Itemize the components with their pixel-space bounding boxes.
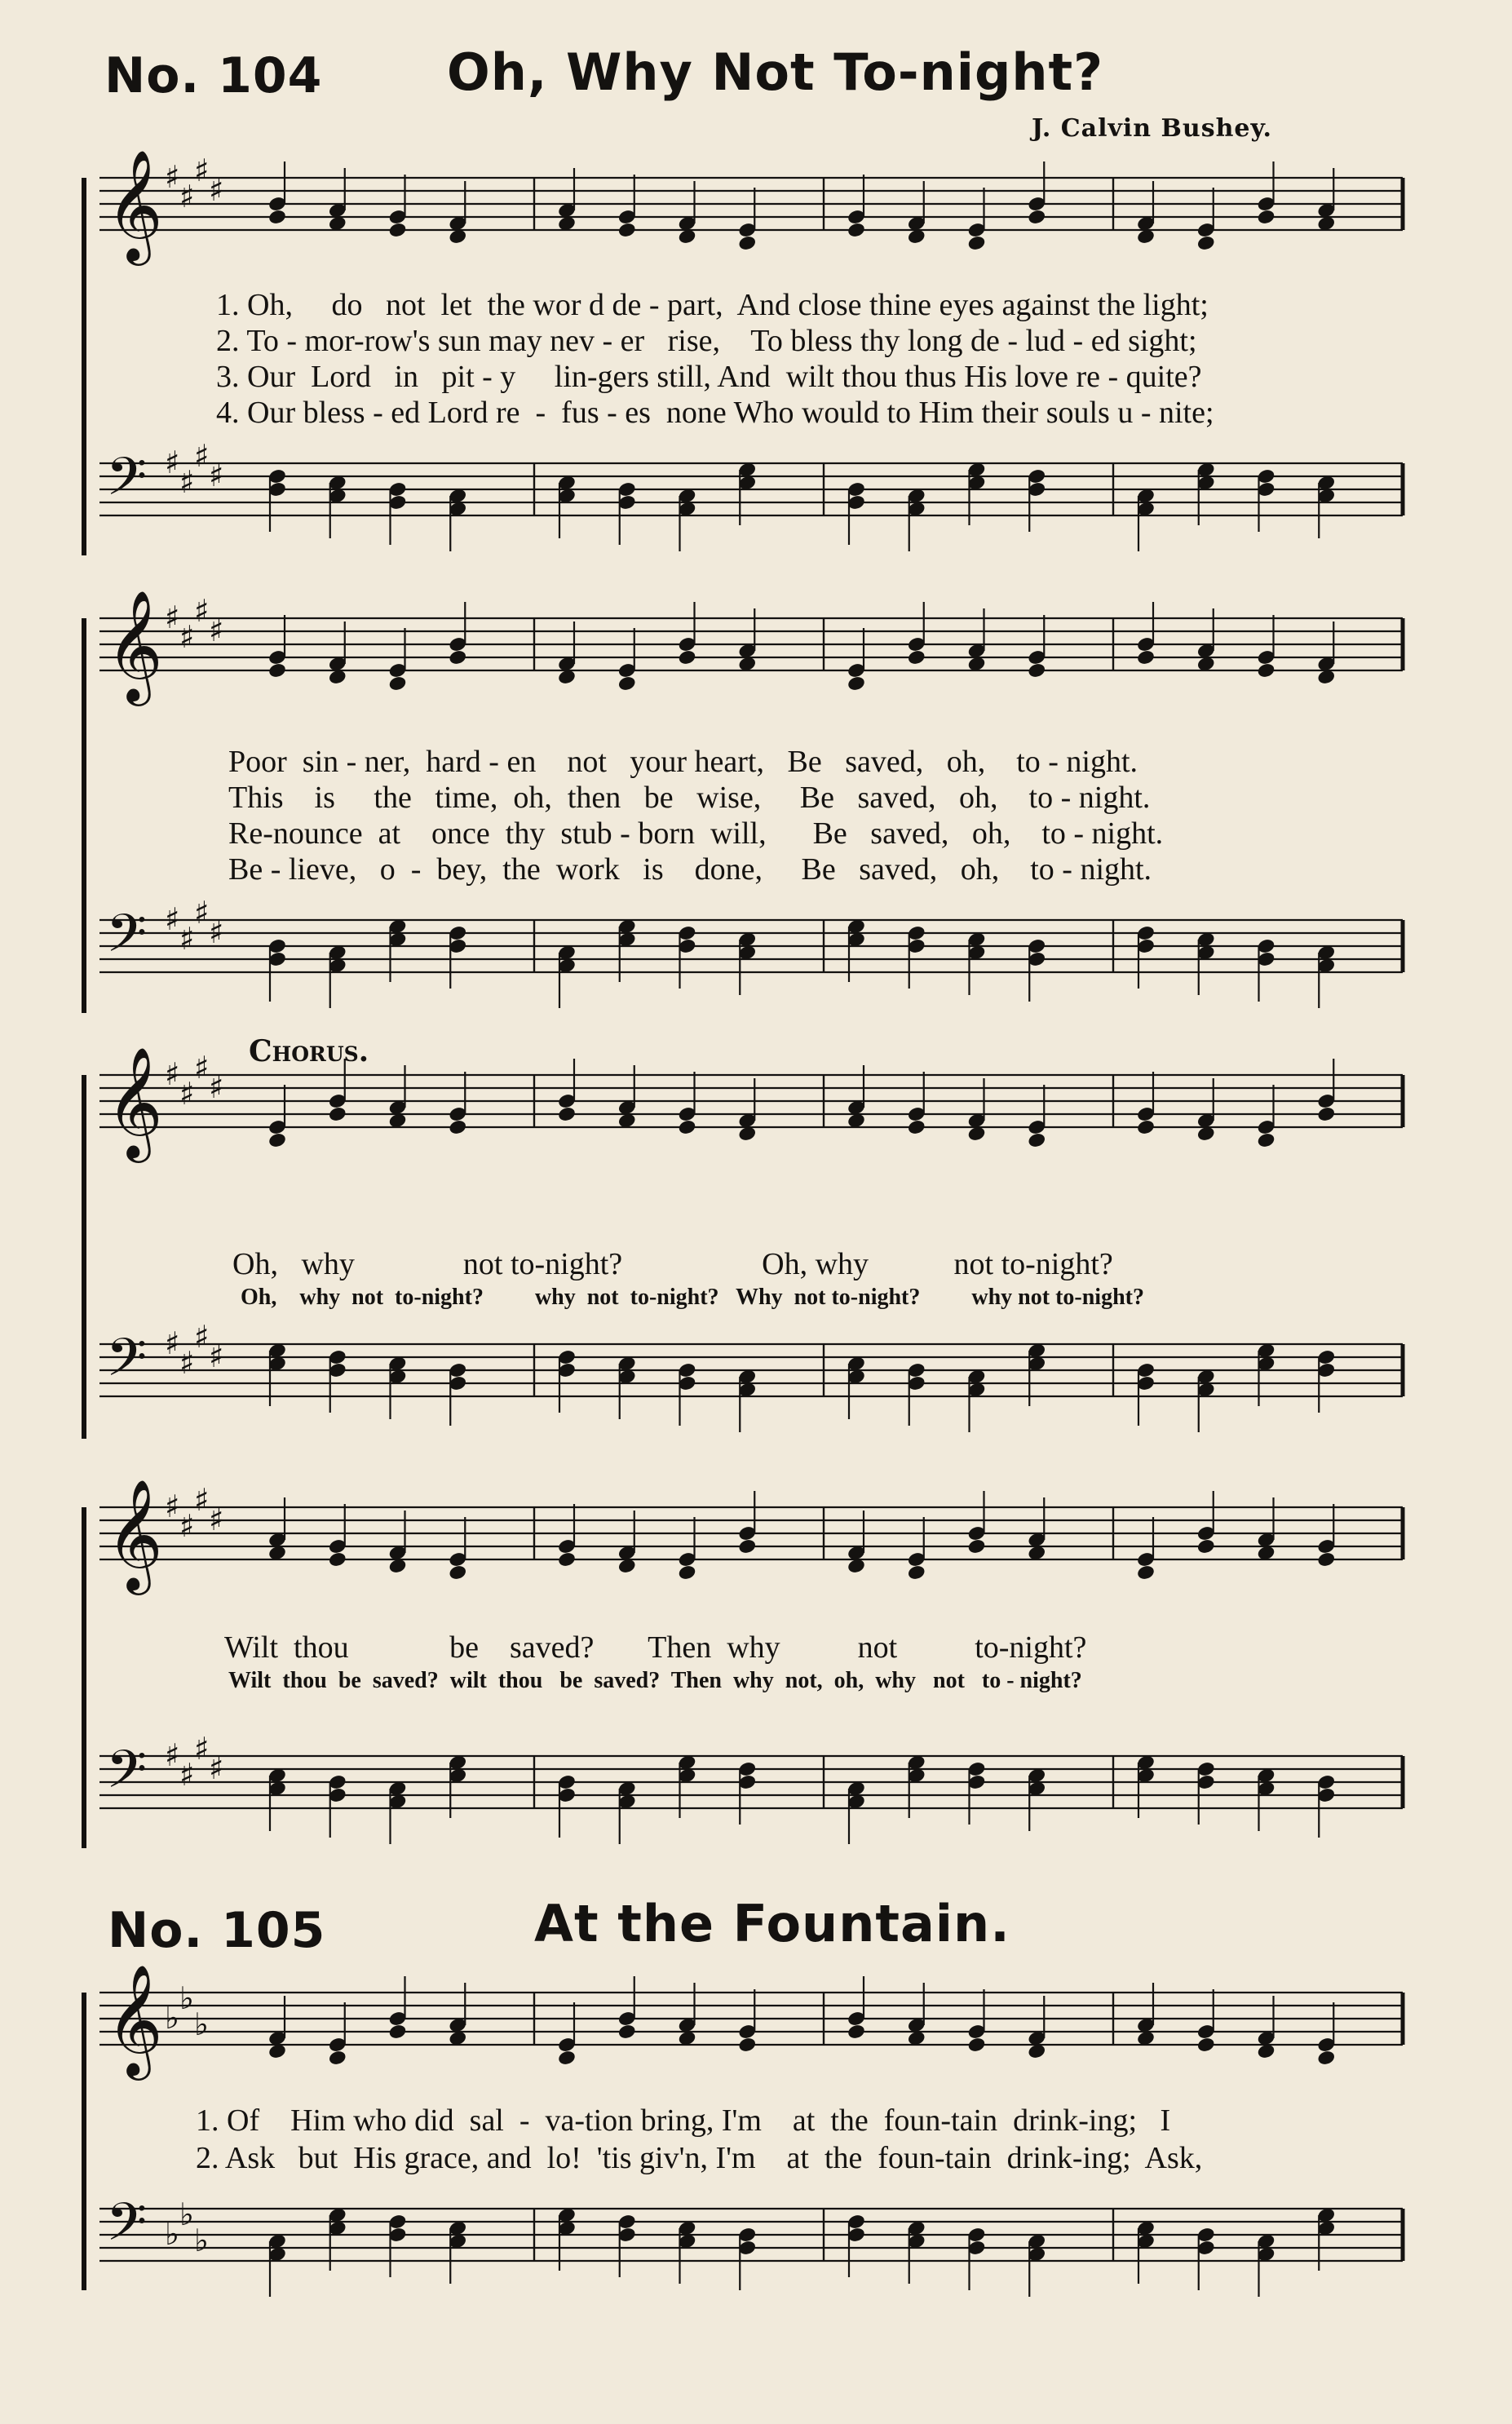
treble-clef-icon: 𝄞 — [106, 1477, 163, 1590]
notehead — [907, 1564, 926, 1581]
bass-clef-icon: 𝄢 — [106, 1740, 148, 1814]
sharp-icon: ♯ — [179, 1345, 195, 1381]
notehead — [328, 1106, 347, 1123]
sharp-icon: ♯ — [165, 1056, 180, 1092]
notehead — [328, 1551, 347, 1568]
sharp-icon: ♯ — [179, 179, 195, 215]
chorus-lyric-1-alto: Oh, why not to-night? why not to-night? Why not to-night? why not to-night? — [241, 1285, 1144, 1310]
notehead — [267, 209, 287, 226]
sharp-icon: ♯ — [165, 159, 180, 195]
notehead — [448, 649, 467, 666]
sharp-icon: ♯ — [209, 172, 224, 208]
notehead — [737, 235, 757, 252]
hymn-104-number: No. 104 — [104, 47, 323, 104]
treble-clef-icon: 𝄞 — [106, 148, 163, 261]
sharp-icon: ♯ — [165, 1488, 180, 1524]
notehead — [328, 2050, 347, 2067]
verse-line-2: 2. To - mor-row's sun may nev - er rise, To bless thy long de - lud - ed sight; — [216, 324, 1197, 358]
sharp-icon: ♯ — [165, 901, 180, 937]
notehead — [678, 1119, 697, 1136]
notehead — [388, 2024, 408, 2041]
notehead — [1027, 662, 1046, 679]
sharp-icon: ♯ — [179, 1076, 195, 1112]
sharp-icon: ♯ — [209, 1750, 224, 1786]
sharp-icon: ♯ — [194, 1731, 210, 1767]
flat-icon: ♭ — [179, 2196, 194, 2232]
chorus-lyric-2-alto: Wilt thou be saved? wilt thou be saved? Then why not, oh, why not to - night? — [228, 1668, 1082, 1693]
notehead — [1316, 1551, 1336, 1568]
notehead — [448, 1119, 467, 1136]
notehead — [1196, 235, 1216, 252]
notehead — [967, 235, 987, 252]
bass-staff-system-1 — [82, 440, 1419, 604]
system-brace-1 — [82, 178, 86, 555]
notehead — [448, 1564, 467, 1581]
flat-icon: ♭ — [165, 2216, 179, 2252]
verse-line-4: 4. Our bless - ed Lord re - fus - es none Who would to Him their souls u - nite; — [216, 396, 1214, 430]
sharp-icon: ♯ — [209, 1069, 224, 1105]
notehead — [678, 649, 697, 666]
notehead — [1257, 1132, 1276, 1149]
hymn-105-verse-2: 2. Ask but His grace, and lo! 'tis giv'n, I'm at the foun-tain drink-ing; Ask, — [196, 2141, 1203, 2175]
notehead — [1316, 1106, 1336, 1123]
notehead — [1316, 2050, 1336, 2067]
sharp-icon: ♯ — [194, 1050, 210, 1086]
notehead — [1257, 209, 1276, 226]
sharp-icon: ♯ — [209, 613, 224, 648]
treble-staff-system-2 — [82, 588, 1419, 759]
sharp-icon: ♯ — [179, 1508, 195, 1544]
notehead — [557, 1106, 577, 1123]
hymn-104-composer: J. Calvin Bushey. — [1032, 114, 1272, 143]
sharp-icon: ♯ — [179, 464, 195, 500]
sharp-icon: ♯ — [165, 445, 180, 480]
notehead — [1027, 1132, 1046, 1149]
notehead — [267, 1132, 287, 1149]
treble-clef-icon: 𝄞 — [106, 588, 163, 701]
flat-icon: ♭ — [165, 2000, 179, 2036]
system-brace-3 — [82, 1075, 86, 1439]
sharp-icon: ♯ — [209, 1338, 224, 1374]
refrain-line-1: Poor sin - ner, hard - en not your heart, Be saved, oh, to - night. — [228, 745, 1138, 779]
notehead — [617, 222, 637, 239]
chorus-label: Chorus. — [249, 1034, 369, 1068]
verse-line-1: 1. Oh, do not let the wor d de - part, And close thine eyes against the light; — [216, 288, 1209, 322]
notehead — [267, 662, 287, 679]
sharp-icon: ♯ — [194, 438, 210, 474]
sharp-icon: ♯ — [194, 895, 210, 931]
bass-clef-icon: 𝄢 — [106, 904, 148, 978]
bass-clef-icon: 𝄢 — [106, 447, 148, 521]
chorus-lyric-1: Oh, why not to-night? Oh, why not to-night? — [232, 1247, 1113, 1281]
sharp-icon: ♯ — [179, 1757, 195, 1793]
notehead — [737, 1538, 757, 1555]
notehead — [967, 1538, 987, 1555]
notehead — [737, 2037, 757, 2054]
refrain-line-3: Re-nounce at once thy stub - born will, Be saved, oh, to - night. — [228, 816, 1164, 851]
treble-clef-icon: 𝄞 — [106, 1045, 163, 1158]
flat-icon: ♭ — [194, 2006, 209, 2042]
notehead — [1196, 2037, 1216, 2054]
bass-clef-icon: 𝄢 — [106, 1328, 148, 1402]
system-brace-2 — [82, 618, 86, 1013]
notehead — [1136, 1564, 1156, 1581]
notehead — [1136, 1119, 1156, 1136]
notehead — [388, 222, 408, 239]
sharp-icon: ♯ — [209, 914, 224, 950]
notehead — [617, 675, 637, 692]
hymn-105-number: No. 105 — [108, 1902, 326, 1959]
notehead — [678, 1564, 697, 1581]
notehead — [388, 675, 408, 692]
treble-clef-icon: 𝄞 — [106, 1962, 163, 2076]
notehead — [1136, 649, 1156, 666]
sharp-icon: ♯ — [194, 593, 210, 629]
notehead — [967, 2037, 987, 2054]
notehead — [847, 2024, 866, 2041]
flat-icon: ♭ — [179, 1980, 194, 2016]
hymn-105-verse-1: 1. Of Him who did sal - va-tion bring, I'm at the foun-tain drink-ing; I — [196, 2103, 1171, 2138]
notehead — [1257, 662, 1276, 679]
notehead — [557, 1551, 577, 1568]
sharp-icon: ♯ — [194, 1319, 210, 1355]
refrain-line-4: Be - lieve, o - bey, the work is done, Be saved, oh, to - night. — [228, 852, 1152, 887]
treble-staff-system-4 — [82, 1477, 1419, 1648]
sharp-icon: ♯ — [194, 1482, 210, 1518]
sharp-icon: ♯ — [194, 153, 210, 188]
sharp-icon: ♯ — [165, 599, 180, 635]
sharp-icon: ♯ — [179, 921, 195, 957]
hymn-105-title: At the Fountain. — [534, 1894, 1010, 1953]
refrain-line-2: This is the time, oh, then be wise, Be saved, oh, to - night. — [228, 781, 1151, 815]
system-brace-4 — [82, 1507, 86, 1848]
sharp-icon: ♯ — [209, 1502, 224, 1537]
notehead — [557, 2050, 577, 2067]
notehead — [907, 649, 926, 666]
sharp-icon: ♯ — [165, 1325, 180, 1361]
flat-icon: ♭ — [194, 2223, 209, 2258]
sharp-icon: ♯ — [179, 619, 195, 655]
bass-clef-icon: 𝄢 — [106, 2192, 148, 2267]
verse-line-3: 3. Our Lord in pit - y lin-gers still, And wilt thou thus His love re - quite? — [216, 360, 1202, 394]
notehead — [1027, 209, 1046, 226]
bass-staff-system-4 — [82, 1733, 1419, 1896]
notehead — [847, 222, 866, 239]
notehead — [1196, 1538, 1216, 1555]
chorus-lyric-2: Wilt thou be saved? Then why not to-night? — [224, 1630, 1087, 1665]
sharp-icon: ♯ — [209, 458, 224, 493]
bass-staff-system-5 — [82, 2186, 1419, 2349]
sharp-icon: ♯ — [165, 1737, 180, 1773]
notehead — [847, 675, 866, 692]
notehead — [907, 1119, 926, 1136]
bass-staff-system-3 — [82, 1321, 1419, 1484]
hymn-104-title: Oh, Why Not To-night? — [447, 42, 1104, 102]
system-brace-5 — [82, 1993, 86, 2290]
notehead — [617, 2024, 637, 2041]
